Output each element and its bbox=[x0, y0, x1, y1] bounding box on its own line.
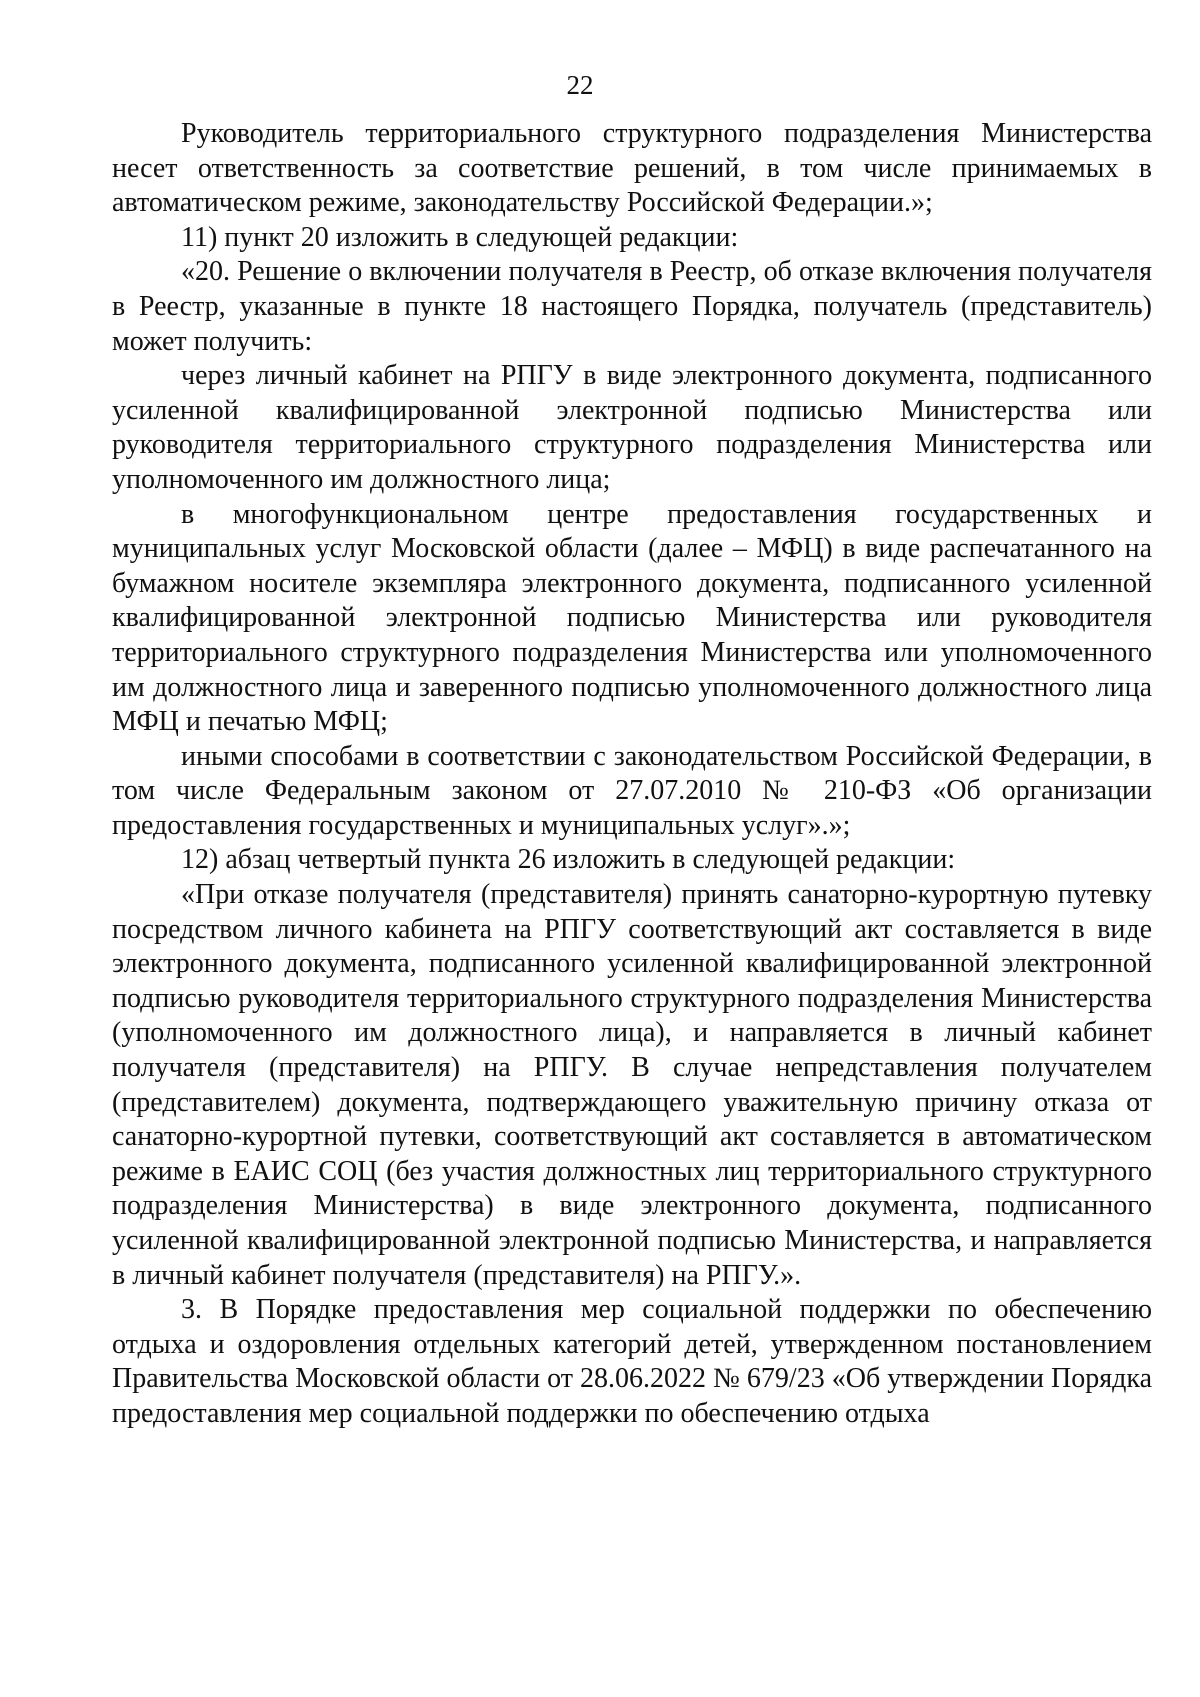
paragraph: через личный кабинет на РПГУ в виде электронного документа, подписанного усиленной квалифицированной электронной подписью Министерства или руководителя территориального структурного подразделения Министерства или уполномоченного им должностного лица; bbox=[112, 360, 1152, 495]
paragraph: 11) пункт 20 изложить в следующей редакции: bbox=[181, 221, 739, 253]
paragraph: 12) абзац четвертый пункта 26 изложить в следующей редакции: bbox=[181, 844, 956, 876]
page-number: 22 bbox=[566, 70, 594, 100]
paragraph: «При отказе получателя (представителя) принять санаторно-курортную путевку посредством личного кабинета на РПГУ соответствующий акт составляется в виде электронного документа, подписанного усиленной квалифицированной электронной подписью руководителя территориального структурного подразделения Министерства (уполномоченного им должностного лица), и направляется в личный кабинет получателя (представителя) на РПГУ. В случае непредставления получателем (представителем) документа, подтверждающего уважительную причину отказа от санаторно-курортной путевки, соответствующий акт составляется в автоматическом режиме в ЕАИС СОЦ (без участия должностных лиц территориального структурного подразделения Министерства) в виде электронного документа, подписанного усиленной квалифицированной электронной подписью Министерства, и направляется в личный кабинет получателя (представителя) на РПГУ.». bbox=[112, 879, 1152, 1291]
paragraph: «20. Решение о включении получателя в Реестр, об отказе включения получателя в Реестр, указанные в пункте 18 настоящего Порядка, получатель (представитель) может получить: bbox=[112, 256, 1152, 357]
paragraph: Руководитель территориального структурного подразделения Министерства несет ответственность за соответствие решений, в том числе принимаемых в автоматическом режиме, законодательству Российской Федерации.»; bbox=[112, 118, 1152, 219]
document-body bbox=[112, 117, 1152, 1432]
paragraph: в многофункциональном центре предоставления государственных и муниципальных услуг Московской области (далее – МФЦ) в виде распечатанного на бумажном носителе экземпляра электронного документа, подписанного усиленной квалифицированной электронной подписью Министерства или руководителя территориального структурного подразделения Министерства или уполномоченного им должностного лица и заверенного подписью уполномоченного должностного лица МФЦ и печатью МФЦ; bbox=[112, 498, 1152, 738]
paragraph: иными способами в соответствии с законодательством Российской Федерации, в том числе Федеральным законом от 27.07.2010 № 210-ФЗ «Об организации предоставления государственных и муниципальных услуг».»; bbox=[112, 740, 1152, 841]
paragraph: 3. В Порядке предоставления мер социальной поддержки по обеспечению отдыха и оздоровления отдельных категорий детей, утвержденном постановлением Правительства Московской области от 28.06.2022 № 679/23 «Об утверждении Порядка предоставления мер социальной поддержки по обеспечению отдыха bbox=[112, 1294, 1152, 1429]
